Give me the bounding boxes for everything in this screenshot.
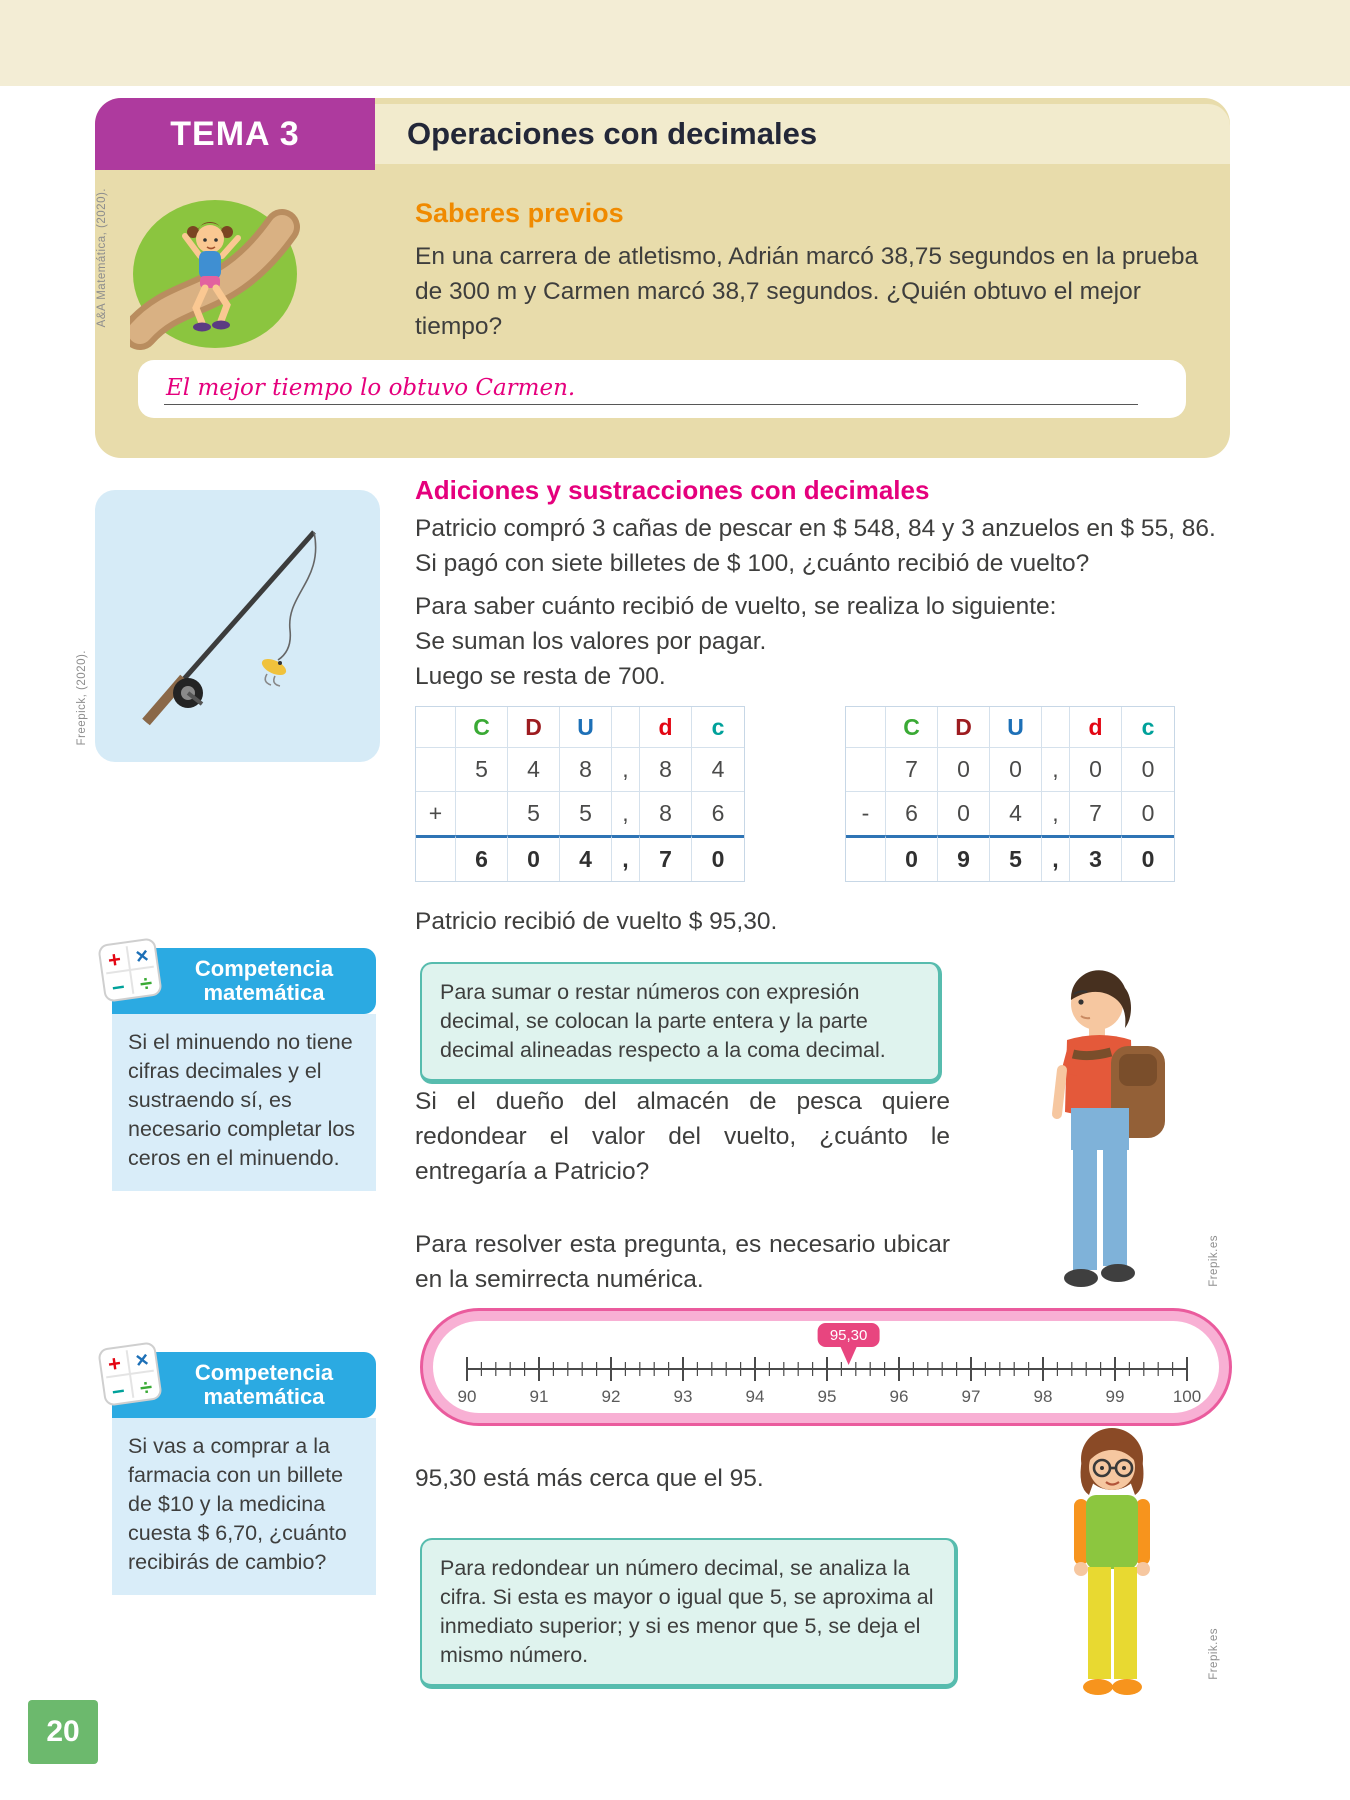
place-value-cell: 4 [692, 748, 744, 792]
answer-box [138, 360, 1186, 418]
place-value-cell: C [886, 707, 938, 748]
competencia-2-title: Competencia matemática [194, 1359, 334, 1409]
place-value-cell: 0 [508, 835, 560, 881]
plus-icon: + [106, 946, 123, 973]
paragraph-3: Se suman los valores por pagar. [415, 628, 767, 655]
svg-text:98: 98 [1033, 1387, 1053, 1406]
place-value-row [416, 835, 744, 881]
title-band [375, 104, 1230, 164]
place-value-cell: + [416, 792, 456, 835]
place-value-cell: 3 [1070, 835, 1122, 881]
place-value-cell [846, 748, 886, 792]
place-value-header [846, 707, 1174, 748]
svg-text:90: 90 [457, 1387, 477, 1406]
minus-icon: − [110, 1378, 127, 1405]
place-value-cell: 6 [692, 792, 744, 835]
place-value-cell: 9 [938, 835, 990, 881]
place-value-cell: 4 [508, 748, 560, 792]
place-value-cell: 5 [990, 835, 1042, 881]
svg-text:97: 97 [961, 1387, 981, 1406]
svg-text:95: 95 [817, 1387, 837, 1406]
svg-text:96: 96 [889, 1387, 909, 1406]
credit-girl: Frepik.es [1208, 1628, 1220, 1680]
svg-text:95,30: 95,30 [829, 1327, 868, 1344]
competencia-box-2 [106, 1346, 376, 1595]
divide-icon: ÷ [138, 970, 154, 997]
place-value-cell [1042, 707, 1070, 748]
minus-icon: − [110, 974, 127, 1001]
credit-top: A&A Matemática, (2020). [96, 188, 108, 328]
place-value-row [846, 835, 1174, 881]
math-symbols-icon [94, 1338, 166, 1410]
svg-text:94: 94 [745, 1387, 765, 1406]
svg-text:92: 92 [601, 1387, 621, 1406]
place-value-cell: 0 [938, 748, 990, 792]
place-value-cell: D [508, 707, 560, 748]
boy-illustration [1015, 952, 1190, 1327]
section-heading: Adiciones y sustracciones con decimales [415, 475, 930, 505]
place-value-cell: 0 [692, 835, 744, 881]
place-value-cell: U [990, 707, 1042, 748]
paragraph-5: Si el dueño del almacén de pesca quiere redondear el valor del vuelto, ¿cuánto le entregaría a Patricio? [415, 1088, 950, 1185]
girl-illustration [1030, 1405, 1195, 1745]
place-value-cell: 0 [1122, 835, 1174, 881]
place-value-cell [416, 707, 456, 748]
place-value-row [416, 748, 744, 792]
place-value-cell: 4 [990, 792, 1042, 835]
subtraction-table [845, 706, 1175, 882]
credit-rod: Freepick, (2020). [76, 650, 88, 746]
tema-label: TEMA 3 [170, 114, 300, 153]
place-value-cell: 0 [1122, 748, 1174, 792]
svg-text:91: 91 [529, 1387, 549, 1406]
place-value-cell: 8 [640, 792, 692, 835]
place-value-cell: 8 [560, 748, 612, 792]
competencia-box-1 [106, 942, 376, 1191]
place-value-row [846, 792, 1174, 835]
place-value-cell: 4 [560, 835, 612, 881]
place-value-header [416, 707, 744, 748]
competencia-1-body: Si el minuendo no tiene cifras decimales y el sustraendo sí, es necesario completar los ceros en el minuendo. [112, 1014, 376, 1191]
paragraph-6: Para resolver esta pregunta, es necesario ubicar en la semirrecta numérica. [415, 1231, 950, 1293]
fishing-image-box [95, 490, 380, 762]
place-value-cell: , [1042, 792, 1070, 835]
svg-text:93: 93 [673, 1387, 693, 1406]
place-value-cell: 0 [1122, 792, 1174, 835]
answer-underline [164, 404, 1138, 405]
runner-illustration [130, 192, 300, 350]
place-value-cell [416, 748, 456, 792]
place-value-cell [612, 707, 640, 748]
paragraph-4: Luego se resta de 700. [415, 663, 666, 690]
page-number: 20 [28, 1700, 98, 1764]
credit-boy: Frepik.es [1208, 1235, 1220, 1287]
answer-text: El mejor tiempo lo obtuvo Carmen. [166, 375, 576, 401]
competencia-1-header [106, 942, 376, 1014]
place-value-cell: c [1122, 707, 1174, 748]
place-value-cell: d [640, 707, 692, 748]
place-value-cell [846, 707, 886, 748]
place-value-cell: 5 [560, 792, 612, 835]
top-strip [0, 0, 1350, 86]
divide-icon: ÷ [138, 1374, 154, 1401]
paragraph-1: Patricio compró 3 cañas de pescar en $ 548, 84 y 3 anzuelos en $ 55, 86. Si pagó con siete billetes de $ 100, ¿cuánto recibió de vuelto? [415, 515, 1216, 577]
place-value-cell: 0 [886, 835, 938, 881]
number-line-inner [433, 1321, 1219, 1413]
place-value-cell: , [612, 748, 640, 792]
place-value-cell: C [456, 707, 508, 748]
place-value-cell: U [560, 707, 612, 748]
competencia-1-title: Competencia matemática [194, 955, 334, 1005]
svg-text:99: 99 [1105, 1387, 1125, 1406]
place-value-cell: - [846, 792, 886, 835]
place-value-cell: , [1042, 748, 1070, 792]
place-value-row [416, 792, 744, 835]
paragraph-7: 95,30 está más cerca que el 95. [415, 1465, 764, 1492]
addition-table [415, 706, 745, 882]
place-value-cell: d [1070, 707, 1122, 748]
place-value-cell [846, 835, 886, 881]
place-value-cell: 5 [508, 792, 560, 835]
place-value-cell: 0 [990, 748, 1042, 792]
place-value-cell: 6 [886, 792, 938, 835]
times-icon: × [134, 942, 151, 969]
place-value-cell: , [612, 835, 640, 881]
place-value-row [846, 748, 1174, 792]
place-value-cell: 5 [456, 748, 508, 792]
place-value-cell: 8 [640, 748, 692, 792]
competencia-2-header [106, 1346, 376, 1418]
place-value-cell [456, 792, 508, 835]
place-value-cell: c [692, 707, 744, 748]
place-value-cell: D [938, 707, 990, 748]
page-title: Operaciones con decimales [407, 116, 818, 151]
callout-rounding-rule: Para redondear un número decimal, se analiza la cifra. Si esta es mayor o igual que 5, se aproxima al inmediato superior; y si es menor que 5, se deja el mismo número. [420, 1538, 958, 1689]
callout-decimal-alignment: Para sumar o restar números con expresión decimal, se colocan la parte entera y la parte decimal alineadas respecto a la coma decimal. [420, 962, 942, 1084]
saberes-body: En una carrera de atletismo, Adrián marcó 38,75 segundos en la prueba de 300 m y Carmen marcó 38,7 segundos. ¿Quién obtuvo el mejor tiempo? [415, 243, 1199, 340]
place-value-cell: 0 [1070, 748, 1122, 792]
saberes-heading: Saberes previos [415, 198, 624, 228]
place-value-cell: 0 [938, 792, 990, 835]
plus-icon: + [106, 1350, 123, 1377]
place-value-cell: 7 [640, 835, 692, 881]
place-value-cell: 6 [456, 835, 508, 881]
place-value-cell: 7 [886, 748, 938, 792]
place-value-cell: 7 [1070, 792, 1122, 835]
times-icon: × [134, 1346, 151, 1373]
place-value-cell: , [1042, 835, 1070, 881]
tema-badge [95, 98, 375, 170]
svg-text:100: 100 [1172, 1387, 1202, 1406]
paragraph-2: Para saber cuánto recibió de vuelto, se realiza lo siguiente: [415, 593, 1057, 620]
math-symbols-icon [94, 934, 166, 1006]
fishing-rod-illustration [118, 510, 358, 742]
competencia-2-body: Si vas a comprar a la farmacia con un billete de $10 y la medicina cuesta $ 6,70, ¿cuánto recibirás de cambio? [112, 1418, 376, 1595]
place-value-cell: , [612, 792, 640, 835]
result-line: Patricio recibió de vuelto $ 95,30. [415, 908, 778, 935]
place-value-cell [416, 835, 456, 881]
